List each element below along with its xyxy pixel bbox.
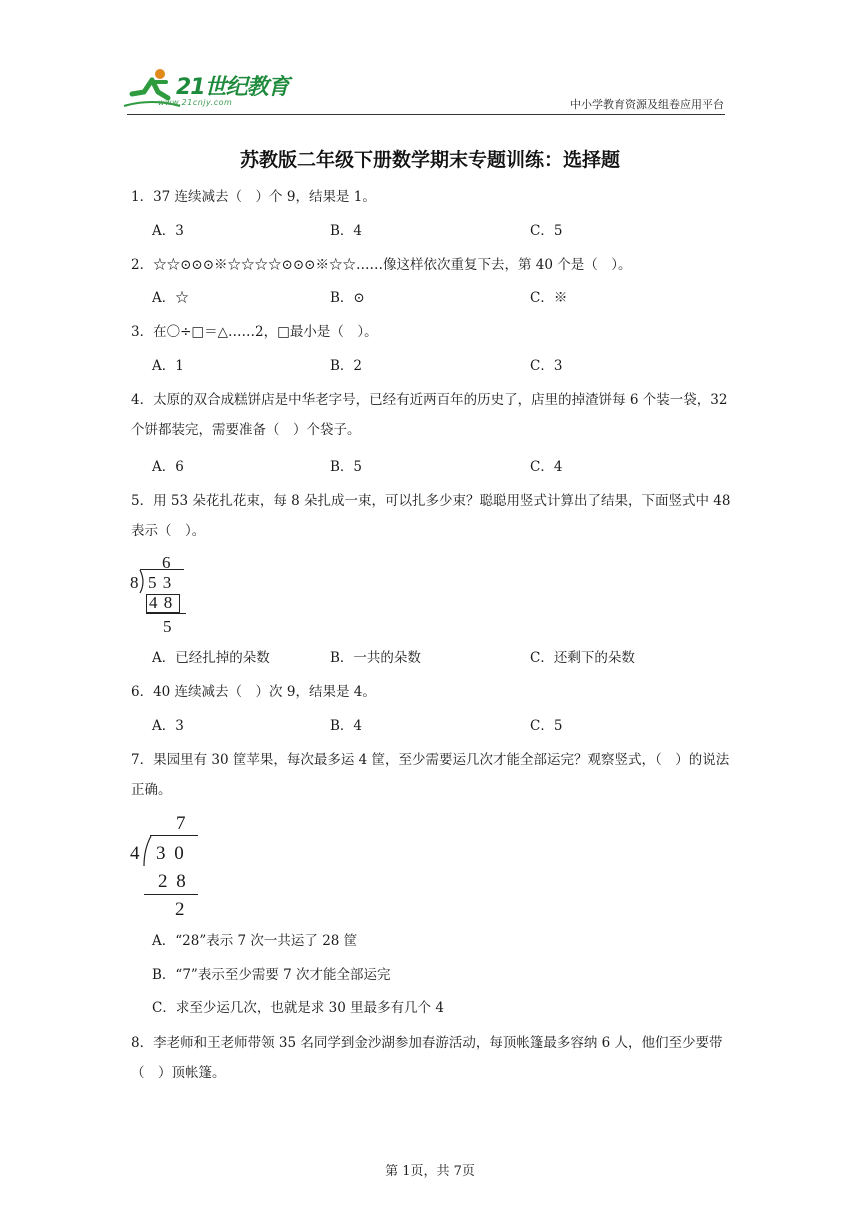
- option-c[interactable]: C．3: [530, 358, 563, 374]
- quotient: 6: [162, 553, 171, 572]
- division-bracket: [142, 835, 152, 867]
- platform-name: 中小学教育资源及组卷应用平台: [570, 98, 724, 111]
- option-b[interactable]: B．5: [330, 459, 363, 475]
- question-6-options: [152, 716, 752, 736]
- option-b[interactable]: B．一共的朵数: [330, 650, 421, 666]
- option-c[interactable]: C．5: [530, 223, 563, 239]
- option-c[interactable]: C．4: [530, 459, 563, 475]
- question-2-options: [152, 288, 752, 308]
- option-a[interactable]: A．6: [152, 459, 184, 475]
- question-1: 1．37 连续减去（ ）个 9，结果是 1。: [131, 189, 376, 205]
- long-division-figure-7: [128, 812, 208, 922]
- option-a[interactable]: A．“28”表示 7 次一共运了 28 筐: [152, 933, 358, 949]
- option-a[interactable]: A．已经扎掉的朵数: [152, 650, 270, 666]
- long-division-figure-5: [128, 554, 198, 638]
- question-4-options: [152, 457, 752, 477]
- option-a[interactable]: A．3: [152, 223, 184, 239]
- question-7: 7．果园里有 30 筐苹果，每次最多运 4 筐，至少需要运几次才能全部运完？观察竖式，（ ）的说法正确。: [131, 752, 730, 798]
- remainder: 5: [163, 617, 172, 636]
- question-6: 6．40 连续减去（ ）次 9，结果是 4。: [131, 684, 376, 700]
- quotient: 7: [176, 813, 186, 834]
- question-5: 5．用 53 朵花扎花束，每 8 朵扎成一束，可以扎多少束？聪聪用竖式计算出了结果，下面竖式中 48 表示（ ）。: [131, 493, 731, 539]
- question-1-options: [152, 221, 752, 241]
- option-c[interactable]: C．5: [530, 718, 563, 734]
- question-8: 8．李老师和王老师带领 35 名同学到金沙湖参加春游活动，每顶帐篷最多容纳 6 人，他们至少要带（ ）顶帐篷。: [131, 1035, 723, 1081]
- division-bracket: [139, 570, 147, 594]
- option-c[interactable]: C．求至少运几次，也就是求 30 里最多有几个 4: [152, 1000, 444, 1016]
- page-footer: 第 1页，共 7页: [385, 1164, 475, 1179]
- dividend: 5 3: [148, 573, 173, 592]
- page-title: 苏教版二年级下册数学期末专题训练：选择题: [239, 149, 620, 171]
- option-a[interactable]: A．☆: [152, 290, 189, 306]
- remainder: 2: [175, 899, 185, 920]
- divisor: 4: [130, 843, 140, 864]
- header-divider: [127, 114, 725, 115]
- option-c[interactable]: C．还剩下的朵数: [530, 650, 635, 666]
- option-a[interactable]: A．1: [152, 358, 184, 374]
- option-b[interactable]: B．2: [330, 358, 363, 374]
- question-4: 4．太原的双合成糕饼店是中华老字号，已经有近两百年的历史了，店里的掉渣饼每 6 个装一袋，32 个饼都装完，需要准备（ ）个袋子。: [131, 392, 728, 438]
- divisor: 8: [130, 573, 139, 592]
- option-b[interactable]: B．“7”表示至少需要 7 次才能全部运完: [152, 967, 391, 983]
- option-b[interactable]: B．4: [330, 223, 363, 239]
- question-3-options: [152, 356, 752, 376]
- option-b[interactable]: B．⊙: [330, 290, 365, 306]
- option-c[interactable]: C．※: [530, 290, 568, 306]
- logo-text: 21世纪教育: [176, 75, 289, 100]
- option-b[interactable]: B．4: [330, 718, 363, 734]
- question-5-options: [152, 648, 752, 668]
- question-3: 3．在〇÷□＝△……2，□最小是（ ）。: [131, 324, 378, 340]
- option-a[interactable]: A．3: [152, 718, 184, 734]
- question-2: 2．☆☆⊙⊙⊙※☆☆☆☆⊙⊙⊙※☆☆……像这样依次重复下去，第 40 个是（ ）。: [131, 257, 632, 273]
- site-logo[interactable]: [122, 64, 302, 116]
- product: 2 8: [158, 871, 188, 892]
- logo-url: www.21cnjy.com: [158, 98, 233, 107]
- dividend: 3 0: [156, 843, 186, 864]
- product: 4 8: [149, 593, 174, 612]
